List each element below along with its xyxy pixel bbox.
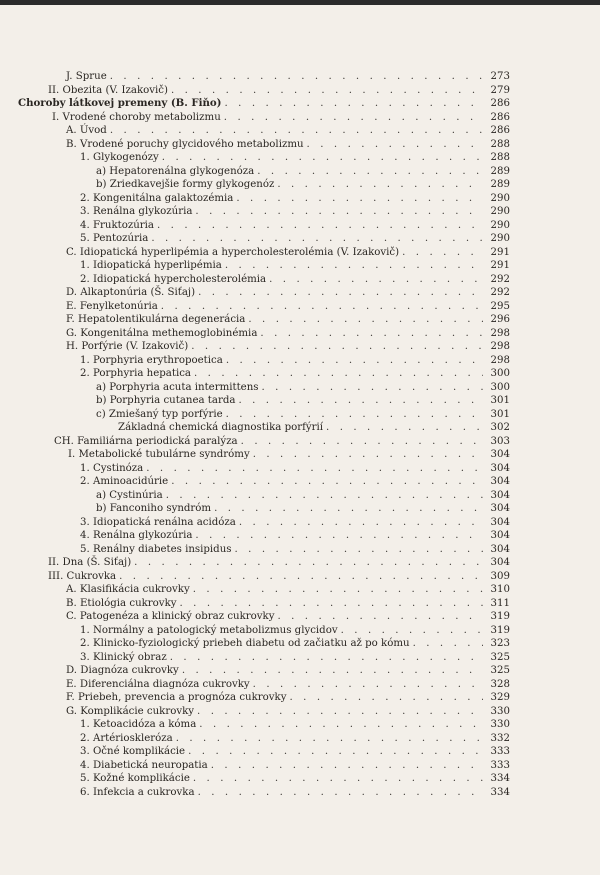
toc-entry-page-number: 300 — [490, 368, 510, 379]
dot-leader — [260, 327, 483, 341]
toc-entry-title: 2. Klinicko-fyziologický priebeh diabetu od začiatku až po kómu — [80, 638, 410, 649]
toc-entry-title: H. Porfýrie (V. Izakovič) — [66, 341, 189, 352]
dot-leader — [119, 570, 483, 584]
toc-entry — [18, 624, 510, 638]
dot-leader — [171, 475, 483, 489]
dot-leader — [307, 138, 483, 152]
toc-entry-page-number: 304 — [490, 503, 510, 514]
toc-entry — [18, 664, 510, 678]
toc-entry-title: c) Zmiešaný typ porfýrie — [96, 408, 223, 420]
toc-entry — [18, 273, 510, 287]
dot-leader — [225, 259, 483, 273]
toc-entry — [18, 421, 510, 435]
dot-leader — [224, 97, 483, 111]
toc-entry-title: 4. Fruktozúria — [80, 219, 154, 231]
toc-entry-page-number: 325 — [490, 665, 510, 676]
toc-entry-page-number: 333 — [490, 759, 510, 771]
toc-entry-page-number: 296 — [490, 314, 510, 325]
toc-entry — [18, 570, 510, 584]
toc-entry — [18, 178, 510, 192]
toc-entry — [18, 408, 510, 422]
dot-leader — [341, 624, 483, 638]
toc-entry — [18, 678, 510, 692]
toc-entry-page-number: 279 — [490, 84, 510, 96]
toc-entry — [18, 516, 510, 530]
toc-entry-title: b) Fanconiho syndróm — [96, 503, 212, 514]
toc-entry-page-number: 292 — [490, 273, 510, 285]
toc-entry-title: 5. Kožné komplikácie — [80, 773, 190, 784]
toc-entry-title: 4. Diabetická neuropatia — [80, 759, 208, 771]
toc-entry-title: 2. Porphyria hepatica — [80, 368, 191, 379]
toc-entry-title: 2. Aminoacidúrie — [80, 476, 169, 487]
toc-entry-title: 1. Cystinóza — [80, 462, 144, 474]
toc-entry-page-number: 288 — [490, 138, 510, 150]
dot-leader — [269, 273, 483, 287]
toc-entry-page-number: 286 — [490, 111, 510, 123]
toc-entry — [18, 84, 510, 98]
dot-leader — [239, 516, 483, 530]
dot-leader — [214, 502, 483, 516]
toc-entry — [18, 232, 510, 246]
dot-leader — [180, 597, 484, 611]
toc-entry-title: E. Diferenciálna diagnóza cukrovky — [66, 678, 250, 690]
toc-entry-title: Choroby látkovej premeny (B. Fiňo) — [18, 97, 222, 109]
toc-entry-page-number: 334 — [490, 786, 510, 798]
dot-leader — [157, 219, 483, 233]
toc-entry-page-number: 311 — [490, 597, 510, 609]
dot-leader — [195, 529, 483, 543]
toc-entry-page-number: 310 — [490, 584, 510, 595]
dot-leader — [146, 462, 483, 476]
toc-entry — [18, 705, 510, 719]
toc-entry-page-number: 291 — [490, 260, 510, 271]
toc-entry — [18, 327, 510, 341]
toc-entry — [18, 313, 510, 327]
dot-leader — [253, 678, 483, 692]
toc-entry-title: G. Komplikácie cukrovky — [66, 705, 195, 717]
toc-entry-page-number: 328 — [490, 678, 510, 690]
dot-leader — [198, 786, 483, 800]
toc-entry — [18, 192, 510, 206]
page-top-edge — [0, 0, 600, 5]
dot-leader — [151, 232, 483, 246]
toc-entry-page-number: 304 — [490, 476, 510, 487]
toc-entry-title: B. Etiológia cukrovky — [66, 597, 177, 609]
toc-entry-page-number: 304 — [490, 449, 510, 460]
toc-entry-page-number: 298 — [490, 341, 510, 352]
toc-entry-title: III. Cukrovka — [48, 570, 117, 582]
dot-leader — [170, 651, 483, 665]
toc-entry — [18, 543, 510, 557]
toc-entry — [18, 97, 510, 111]
toc-entry-page-number: 301 — [490, 408, 510, 420]
dot-leader — [236, 192, 483, 206]
toc-entry-page-number: 304 — [490, 557, 510, 568]
toc-entry-page-number: 292 — [490, 287, 510, 298]
toc-entry-title: 3. Idiopatická renálna acidóza — [80, 516, 236, 528]
toc-entry — [18, 448, 510, 462]
dot-leader — [134, 556, 483, 570]
toc-entry-page-number: 286 — [490, 125, 510, 136]
toc-entry-title: A. Klasifikácia cukrovky — [66, 584, 190, 595]
dot-leader — [262, 381, 484, 395]
toc-entry — [18, 259, 510, 273]
toc-entry — [18, 637, 510, 651]
toc-entry-page-number: 290 — [490, 219, 510, 231]
toc-entry-title: 3. Renálna glykozúria — [80, 206, 193, 217]
toc-entry-page-number: 319 — [490, 624, 510, 636]
dot-leader — [257, 165, 483, 179]
toc-entry — [18, 70, 510, 84]
toc-entry-title: J. Sprue — [66, 71, 107, 82]
toc-entry-page-number: 309 — [490, 570, 510, 582]
toc-entry-title: 1. Glykogenózy — [80, 152, 159, 163]
toc-entry-title: b) Porphyria cutanea tarda — [96, 395, 236, 406]
toc-entry — [18, 205, 510, 219]
toc-entry-page-number: 291 — [490, 246, 510, 258]
toc-entry-page-number: 301 — [490, 395, 510, 406]
toc-entry — [18, 435, 510, 449]
toc-entry — [18, 745, 510, 759]
toc-entry — [18, 597, 510, 611]
toc-entry-title: 5. Pentozúria — [80, 233, 149, 244]
toc-entry — [18, 772, 510, 786]
toc-entry-title: E. Fenylketonúria — [66, 300, 158, 312]
toc-entry-title: 1. Normálny a patologický metabolizmus glycidov — [80, 624, 338, 636]
toc-entry-title: D. Alkaptonúria (Š. Siťaj) — [66, 287, 196, 298]
dot-leader — [211, 759, 483, 773]
toc-entry-title: B. Vrodené poruchy glycidového metabolizmu — [66, 138, 304, 150]
toc-entry — [18, 354, 510, 368]
dot-leader — [171, 84, 483, 98]
dot-leader — [191, 340, 483, 354]
dot-leader — [235, 543, 484, 557]
toc-entry-title: I. Vrodené choroby metabolizmu — [52, 111, 221, 123]
toc-entry — [18, 246, 510, 260]
dot-leader — [182, 664, 483, 678]
toc-entry-page-number: 288 — [490, 152, 510, 163]
toc-entry-page-number: 304 — [490, 516, 510, 528]
toc-entry — [18, 475, 510, 489]
dot-leader — [197, 705, 483, 719]
toc-entry-page-number: 303 — [490, 435, 510, 447]
toc-entry-title: 2. Artérioskleróza — [80, 732, 173, 744]
toc-entry — [18, 583, 510, 597]
toc-entry-page-number: 290 — [490, 233, 510, 244]
toc-entry-page-number: 304 — [490, 543, 510, 555]
toc-entry-title: a) Hepatorenálna glykogenóza — [96, 165, 255, 177]
toc-entry-title: C. Idiopatická hyperlipémia a hypercholesterolémia (V. Izakovič) — [66, 246, 400, 258]
toc-entry — [18, 286, 510, 300]
toc-entry-title: 5. Renálny diabetes insipidus — [80, 543, 232, 555]
toc-entry-page-number: 330 — [490, 719, 510, 730]
dot-leader — [253, 448, 483, 462]
toc-entry-title: 4. Renálna glykozúria — [80, 530, 193, 541]
dot-leader — [110, 124, 483, 138]
toc-entry-page-number: 304 — [490, 462, 510, 474]
toc-entry-page-number: 325 — [490, 651, 510, 663]
dot-leader — [199, 718, 483, 732]
toc-entry-title: C. Patogenéza a klinický obraz cukrovky — [66, 611, 275, 622]
toc-entry-title: 3. Klinický obraz — [80, 651, 167, 663]
toc-entry-title: G. Kongenitálna methemoglobinémia — [66, 327, 258, 339]
toc-entry-title: b) Zriedkavejšie formy glykogenóz — [96, 179, 275, 190]
dot-leader — [193, 583, 483, 597]
toc-entry-page-number: 329 — [490, 692, 510, 703]
toc-entry-title: 3. Očné komplikácie — [80, 746, 186, 757]
toc-entry-title: Základná chemická diagnostika porfýrií — [118, 422, 324, 433]
toc-entry — [18, 462, 510, 476]
toc-entry-title: 6. Infekcia a cukrovka — [80, 786, 195, 798]
toc-entry — [18, 718, 510, 732]
toc-entry-title: CH. Familiárna periodická paralýza — [54, 435, 238, 447]
toc-entry-page-number: 295 — [490, 300, 510, 312]
toc-entry-page-number: 298 — [490, 327, 510, 339]
toc-entry — [18, 651, 510, 665]
dot-leader — [289, 691, 483, 705]
toc-entry — [18, 786, 510, 800]
toc-entry — [18, 489, 510, 503]
toc-entry — [18, 367, 510, 381]
dot-leader — [248, 313, 483, 327]
toc-entry — [18, 556, 510, 570]
toc-entry-page-number: 330 — [490, 705, 510, 717]
dot-leader — [277, 610, 483, 624]
toc-entry-title: 1. Idiopatická hyperlipémia — [80, 260, 222, 271]
toc-entry-page-number: 300 — [490, 381, 510, 393]
toc-entry — [18, 300, 510, 314]
dot-leader — [413, 637, 483, 651]
dot-leader — [241, 435, 483, 449]
toc-entry-page-number: 319 — [490, 611, 510, 622]
toc-entry-title: II. Obezita (V. Izakovič) — [48, 84, 168, 96]
toc-entry-page-number: 332 — [490, 732, 510, 744]
toc-entry — [18, 691, 510, 705]
dot-leader — [194, 367, 483, 381]
toc-entry-page-number: 289 — [490, 179, 510, 190]
toc-entry-page-number: 298 — [490, 354, 510, 366]
toc-entry-title: a) Porphyria acuta intermittens — [96, 381, 259, 393]
toc-entry-page-number: 304 — [490, 489, 510, 501]
dot-leader — [198, 286, 483, 300]
toc-entry-page-number: 333 — [490, 746, 510, 757]
dot-leader — [224, 111, 483, 125]
toc-entry — [18, 732, 510, 746]
toc-entry-title: 2. Idiopatická hypercholesterolémia — [80, 273, 267, 285]
toc-entry-title: 1. Ketoacidóza a kóma — [80, 719, 197, 730]
dot-leader — [166, 489, 483, 503]
toc-entry-page-number: 290 — [490, 192, 510, 204]
toc-entry-title: II. Dna (Š. Siťaj) — [48, 557, 132, 568]
toc-entry-page-number: 323 — [490, 638, 510, 649]
dot-leader — [238, 394, 483, 408]
toc-entry — [18, 124, 510, 138]
toc-entry-title: I. Metabolické tubulárne syndrómy — [68, 449, 250, 460]
toc-entry-title: F. Priebeh, prevencia a prognóza cukrovky — [66, 692, 287, 703]
toc-entry-title: A. Úvod — [66, 125, 107, 136]
toc-entry-title: 2. Kongenitálna galaktozémia — [80, 192, 234, 204]
dot-leader — [161, 300, 483, 314]
toc-entry-page-number: 273 — [490, 71, 510, 82]
dot-leader — [226, 354, 483, 368]
toc-entry-page-number: 290 — [490, 206, 510, 217]
toc-entry-page-number: 304 — [490, 530, 510, 541]
toc-entry — [18, 394, 510, 408]
toc-entry — [18, 381, 510, 395]
toc-entry-title: F. Hepatolentikulárna degenerácia — [66, 314, 246, 325]
toc-entry — [18, 529, 510, 543]
toc-entry — [18, 151, 510, 165]
dot-leader — [277, 178, 483, 192]
dot-leader — [193, 772, 483, 786]
toc-entry-page-number: 302 — [490, 422, 510, 433]
toc-entry-page-number: 286 — [490, 98, 510, 109]
dot-leader — [110, 70, 483, 84]
toc-entry-title: 1. Porphyria erythropoetica — [80, 354, 223, 366]
toc-entry-page-number: 289 — [490, 165, 510, 177]
toc-entry-page-number: 334 — [490, 773, 510, 784]
toc-entry — [18, 759, 510, 773]
dot-leader — [162, 151, 483, 165]
toc-entry-title: D. Diagnóza cukrovky — [66, 665, 179, 676]
toc-entry — [18, 502, 510, 516]
toc-entry — [18, 219, 510, 233]
toc-entry — [18, 111, 510, 125]
toc-entry-title: a) Cystinúria — [96, 489, 163, 501]
dot-leader — [326, 421, 483, 435]
table-of-contents — [18, 70, 510, 799]
dot-leader — [195, 205, 483, 219]
dot-leader — [226, 408, 483, 422]
toc-entry — [18, 340, 510, 354]
dot-leader — [402, 246, 483, 260]
dot-leader — [188, 745, 483, 759]
dot-leader — [176, 732, 483, 746]
toc-entry — [18, 138, 510, 152]
toc-entry — [18, 610, 510, 624]
toc-entry — [18, 165, 510, 179]
